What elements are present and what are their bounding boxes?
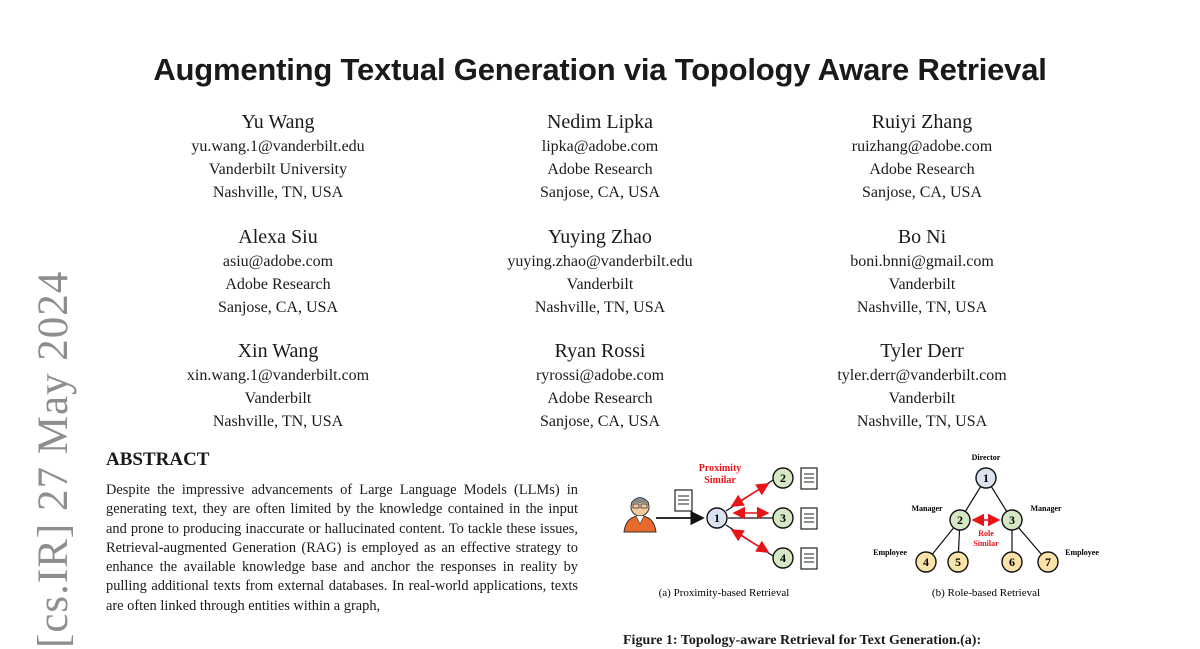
graph-node bbox=[1002, 510, 1022, 530]
author-name: Alexa Siu bbox=[238, 226, 318, 248]
author-email: xin.wang.1@vanderbilt.com bbox=[186, 367, 370, 384]
role-similar-line1: Role bbox=[978, 529, 994, 538]
abstract-text: Despite the impressive advancements of Large Language Models (LLMs) in generating text, they are often limited by the knowledge contained in the input and prone to producing inaccurate or hallucinated content. To tackle these issues, Retrieval-augmented Generation (RAG) is employed as an effective strategy to enhance the available knowledge base and anchor the responses in reality by pulling additional texts from external databases. In real-world applications, texts are often linked through entities within a graph, bbox=[106, 482, 578, 614]
node-label: 5 bbox=[955, 555, 961, 569]
graph-node bbox=[916, 552, 936, 572]
document-icon bbox=[801, 468, 817, 489]
author-email: yuying.zhao@vanderbilt.edu bbox=[507, 253, 693, 270]
author-affiliation: Adobe Research bbox=[869, 161, 975, 178]
author-email: tyler.derr@vanderbilt.com bbox=[837, 367, 1007, 384]
director-label: Director bbox=[971, 453, 1001, 462]
author-email: ruizhang@adobe.com bbox=[851, 138, 993, 155]
author-affiliation: Vanderbilt bbox=[566, 276, 634, 293]
author-location: Nashville, TN, USA bbox=[856, 413, 988, 430]
document-icon bbox=[801, 548, 817, 569]
author-block bbox=[430, 110, 770, 204]
author-location: Nashville, TN, USA bbox=[856, 299, 988, 316]
graph-node bbox=[1038, 552, 1058, 572]
graph-node bbox=[950, 510, 970, 530]
author-block bbox=[108, 225, 448, 319]
author-affiliation: Vanderbilt bbox=[244, 390, 312, 407]
arxiv-stamp: [cs.IR] 27 May 2024 bbox=[30, 270, 77, 648]
manager-label: Manager bbox=[1030, 504, 1062, 513]
node-label: 4 bbox=[923, 555, 929, 569]
author-block bbox=[752, 339, 1092, 433]
node-label: 7 bbox=[1045, 555, 1051, 569]
role-similar-line2: Similar bbox=[973, 539, 999, 548]
graph-node bbox=[1002, 552, 1022, 572]
author-name: Xin Wang bbox=[237, 340, 319, 362]
graph-node bbox=[773, 468, 793, 488]
author-block bbox=[430, 339, 770, 433]
author-block bbox=[108, 339, 448, 433]
document-icon bbox=[801, 508, 817, 529]
author-block bbox=[108, 110, 448, 204]
author-email: asiu@adobe.com bbox=[222, 253, 334, 270]
author-name: Ruiyi Zhang bbox=[871, 111, 973, 133]
author-email: ryrossi@adobe.com bbox=[535, 367, 665, 384]
node-label: 1 bbox=[983, 471, 989, 485]
author-name: Tyler Derr bbox=[880, 340, 964, 362]
author-block bbox=[430, 225, 770, 319]
node-label: 4 bbox=[780, 551, 786, 565]
node-label: 2 bbox=[780, 471, 786, 485]
proximity-label-line2: Similar bbox=[704, 475, 736, 486]
figure-caption: Figure 1: Topology-aware Retrieval for Text Generation.(a): bbox=[623, 633, 982, 648]
author-location: Nashville, TN, USA bbox=[212, 184, 344, 201]
abstract-heading: ABSTRACT bbox=[106, 449, 210, 470]
author-email: yu.wang.1@vanderbilt.edu bbox=[191, 138, 365, 155]
author-affiliation: Vanderbilt bbox=[888, 276, 956, 293]
document-icon bbox=[675, 490, 692, 511]
author-name: Nedim Lipka bbox=[546, 111, 654, 133]
author-location: Nashville, TN, USA bbox=[212, 413, 344, 430]
node-label: 3 bbox=[780, 511, 786, 525]
author-name: Bo Ni bbox=[897, 226, 947, 248]
graph-node bbox=[773, 548, 793, 568]
figure-1 bbox=[620, 450, 1110, 610]
author-location: Sanjose, CA, USA bbox=[539, 184, 660, 201]
role-panel bbox=[873, 453, 1099, 599]
graph-node bbox=[707, 508, 727, 528]
author-block bbox=[752, 225, 1092, 319]
proximity-label-line1: Proximity bbox=[698, 463, 742, 474]
paper-title: Augmenting Textual Generation via Topology Aware Retrieval bbox=[153, 52, 1047, 87]
author-block bbox=[752, 110, 1092, 204]
author-affiliation: Adobe Research bbox=[547, 390, 653, 407]
graph-node bbox=[976, 468, 996, 488]
author-affiliation: Adobe Research bbox=[547, 161, 653, 178]
author-affiliation: Vanderbilt University bbox=[208, 161, 348, 178]
figure-1-diagram bbox=[620, 450, 1110, 610]
user-icon bbox=[624, 498, 656, 533]
author-affiliation: Vanderbilt bbox=[888, 390, 956, 407]
author-location: Sanjose, CA, USA bbox=[217, 299, 338, 316]
author-affiliation: Adobe Research bbox=[225, 276, 331, 293]
node-label: 3 bbox=[1009, 513, 1015, 527]
subfigure-caption-b: (b) Role-based Retrieval bbox=[931, 587, 1041, 599]
employee-label: Employee bbox=[873, 548, 907, 557]
author-location: Sanjose, CA, USA bbox=[539, 413, 660, 430]
node-label: 2 bbox=[957, 513, 963, 527]
author-email: lipka@adobe.com bbox=[541, 138, 659, 155]
author-email: boni.bnni@gmail.com bbox=[850, 253, 994, 270]
node-label: 1 bbox=[714, 511, 720, 525]
subfigure-caption-a: (a) Proximity-based Retrieval bbox=[658, 587, 790, 599]
author-name: Ryan Rossi bbox=[554, 340, 646, 362]
author-name: Yu Wang bbox=[241, 111, 315, 133]
employee-label: Employee bbox=[1065, 548, 1099, 557]
author-name: Yuying Zhao bbox=[548, 226, 652, 248]
proximity-panel bbox=[624, 463, 817, 599]
author-location: Nashville, TN, USA bbox=[534, 299, 666, 316]
graph-node bbox=[773, 508, 793, 528]
node-label: 6 bbox=[1009, 555, 1015, 569]
manager-label: Manager bbox=[911, 504, 943, 513]
graph-node bbox=[948, 552, 968, 572]
author-location: Sanjose, CA, USA bbox=[861, 184, 982, 201]
